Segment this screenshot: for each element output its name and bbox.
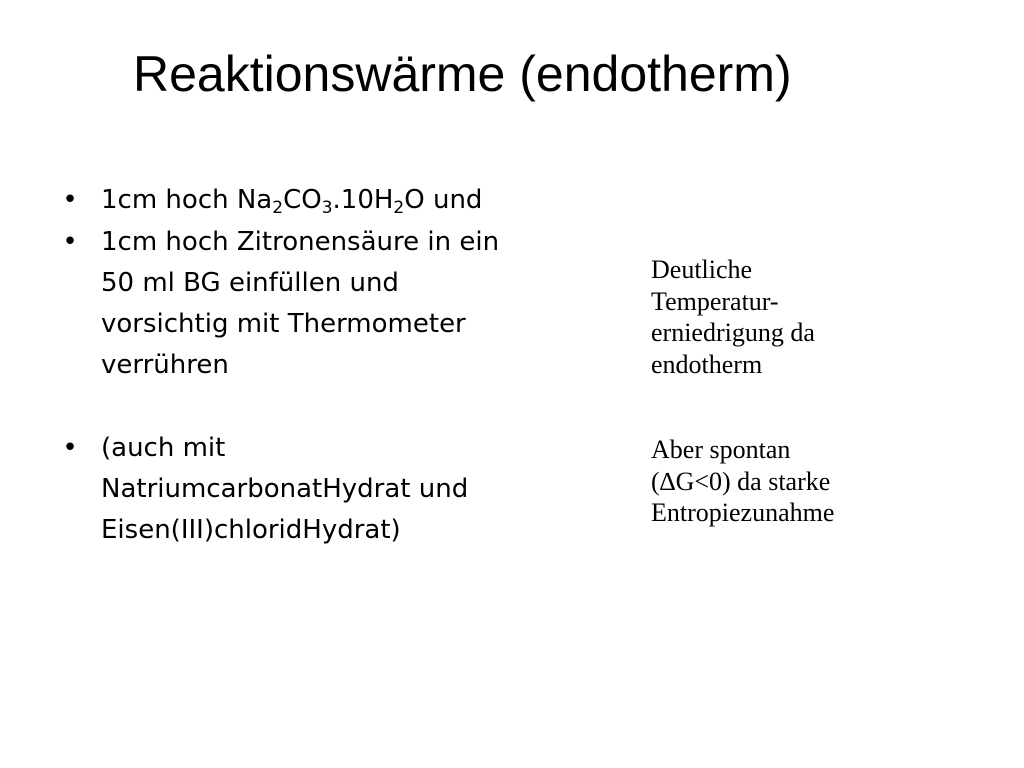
- subscript: 2: [393, 198, 405, 218]
- bullet-line: vorsichtig mit Thermometer: [101, 309, 466, 339]
- bullet-item-reagent-2: [60, 222, 570, 386]
- slide-title: Reaktionswärme (endotherm): [133, 46, 792, 102]
- bullet-line: verrühren: [101, 350, 229, 380]
- subscript: 3: [321, 198, 333, 218]
- bullet-marker: •: [62, 185, 78, 215]
- note-line: Deutliche: [651, 255, 753, 284]
- formula-text-part: .10H: [332, 185, 394, 215]
- note-line: endotherm: [651, 349, 763, 379]
- bullet-item-alternative: [60, 428, 570, 551]
- note-line: Entropiezunahme: [651, 498, 835, 527]
- bullet-item-reagent-1: [60, 180, 570, 221]
- note-line: Temperatur-: [651, 286, 779, 316]
- subscript: 2: [272, 198, 284, 218]
- note-line: (∆G<0) da starke: [651, 466, 831, 496]
- observation-note: [651, 254, 981, 380]
- bullet-list: [60, 180, 570, 552]
- formula-text-part: O und: [404, 185, 483, 215]
- formula-text-part: 1cm hoch Na: [101, 185, 273, 215]
- explanation-note: [651, 434, 981, 529]
- bullet-marker: •: [62, 433, 78, 463]
- note-line: Aber spontan: [651, 435, 791, 464]
- bullet-line: (auch mit: [101, 433, 226, 463]
- bullet-marker: •: [62, 227, 78, 257]
- bullet-line: NatriumcarbonatHydrat und: [101, 474, 469, 504]
- bullet-line: Eisen(III)chloridHydrat): [101, 515, 401, 545]
- bullet-text: [101, 185, 483, 218]
- bullet-line: 50 ml BG einfüllen und: [101, 268, 399, 298]
- note-line: erniedrigung da: [651, 318, 815, 347]
- bullet-line: 1cm hoch Zitronensäure in ein: [101, 227, 500, 257]
- formula-text-part: CO: [283, 185, 322, 215]
